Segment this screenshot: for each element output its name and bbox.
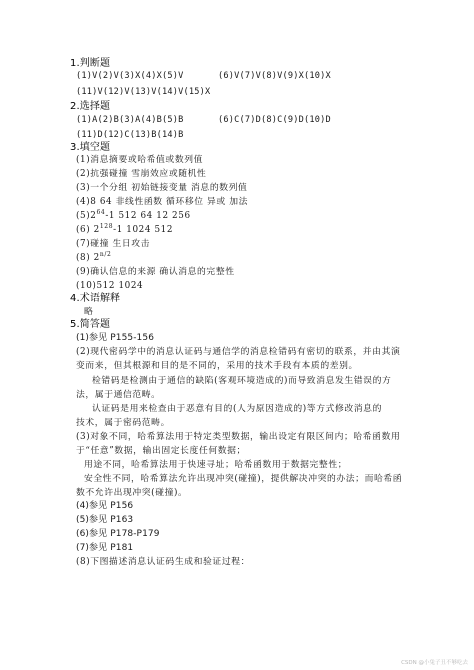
short-answer-2-line-4: 法，属于通信范畴。: [76, 390, 161, 400]
fill-answer-1: (1)消息摘要或哈希值或数列值: [76, 155, 204, 165]
section-heading-judgment: 1.判断题: [70, 58, 111, 69]
short-answer-3-line-5: 数不允许出现冲突(碰撞)。: [76, 488, 188, 498]
fill-answer-4: (4)8 64 非线性函数 循环移位 异或 加法: [76, 197, 248, 207]
fill-answer-5: $(5)2^{64}-1$ 512 64 12 256: [76, 209, 191, 221]
section-heading-short-answer: 5.简答题: [70, 319, 111, 330]
section-heading-fill-blank: 3.填空题: [70, 142, 111, 153]
fill-answer-6: (6) $2^{128}-1$ 1024 512: [76, 223, 174, 235]
choice-answers-1-5: (1)A(2)B(3)A(4)B(5)B: [76, 115, 184, 125]
short-answer-2-line-3: 检错码是检测由于通信的缺陷(客观环境造成的)而导致消息发生错误的方: [92, 376, 392, 386]
fill-answer-7: (7)碰撞 生日攻击: [76, 239, 151, 249]
judgment-answers-1-5: (1)V(2)V(3)X(4)X(5)V: [76, 71, 184, 81]
short-answer-6: (6)参见 P178-P179: [76, 529, 160, 539]
short-answer-7: (7)参见 P181: [76, 543, 134, 553]
short-answer-8: (8)下图描述消息认证码生成和验证过程：: [76, 557, 251, 567]
terms-omitted: 略: [84, 307, 94, 317]
fill-answer-8: (8) $2^{n/2}$: [76, 251, 112, 263]
choice-answers-11-14: (11)D(12)C(13)B(14)B: [76, 130, 184, 140]
section-heading-terms: 4.术语解释: [70, 293, 121, 304]
fill-answer-3: (3)一个分组 初始链接变量 消息的数列值: [76, 183, 248, 193]
section-heading-choice: 2.选择题: [70, 101, 111, 112]
judgment-answers-6-10: (6)V(7)V(8)V(9)X(10)X: [218, 71, 331, 81]
short-answer-1: (1)参见 P155-156: [76, 333, 155, 343]
short-answer-5: (5)参见 P163: [76, 515, 134, 525]
short-answer-3-line-4: 安全性不同，哈希算法允许出现冲突(碰撞)，提供解决冲突的办法；而哈希函: [84, 474, 403, 484]
fill-answer-10: (10)512 1024: [76, 281, 144, 291]
judgment-answers-11-15: (11)V(12)V(13)V(14)V(15)X: [76, 87, 211, 97]
short-answer-2-line-1: (2)现代密码学中的消息认证码与通信学的消息检错码有密切的联系，并由其演: [76, 347, 401, 357]
fill-answer-2: (2)抗强碰撞 雪崩效应或随机性: [76, 169, 207, 179]
short-answer-3-line-2: 于“任意”数据，输出固定长度任何数据；: [76, 446, 246, 456]
short-answer-3-line-3: 用途不同，哈希算法用于快速寻址；哈希函数用于数据完整性；: [84, 460, 348, 470]
short-answer-4: (4)参见 P156: [76, 501, 134, 511]
short-answer-2-line-2: 变而来，但其根源和目的是不同的，采用的技术手段有本质的差别。: [76, 361, 358, 371]
short-answer-2-line-6: 技术，属于密码范畴。: [76, 418, 170, 428]
choice-answers-6-10: (6)C(7)D(8)C(9)D(10)D: [218, 115, 331, 125]
short-answer-2-line-5: 认证码是用来检查由于恶意有目的(人为原因造成的)等方式修改消息的: [92, 404, 382, 414]
short-answer-3-line-1: (3)对象不同，哈希算法用于特定类型数据，输出设定有限区间内；哈希函数用: [76, 432, 401, 442]
watermark: CSDN @小兔子丑不够吃去: [401, 660, 468, 666]
fill-answer-9: (9)确认信息的来源 确认消息的完整性: [76, 267, 235, 277]
